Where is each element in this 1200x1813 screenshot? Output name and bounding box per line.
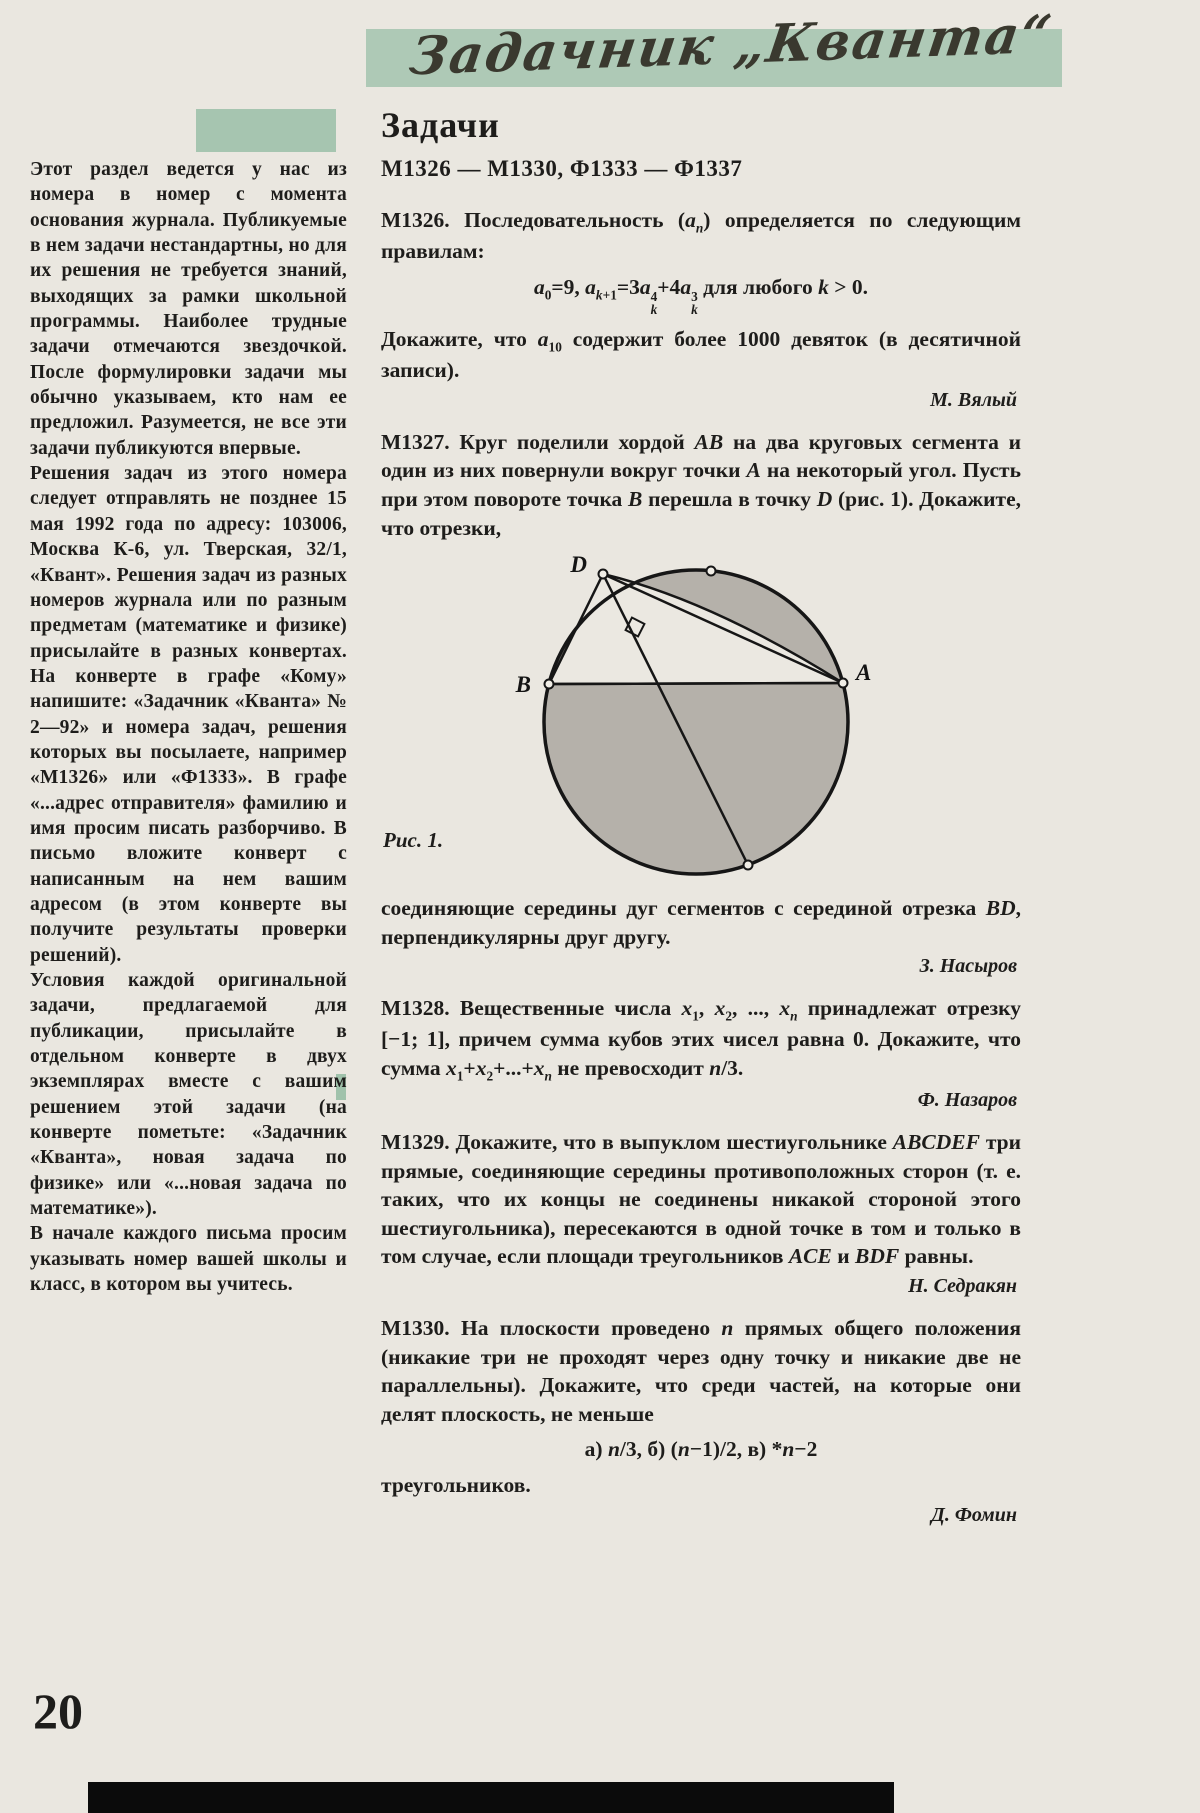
- problem-m1326-intro: М1326. Последовательность $(a_n)$ определяется по следующим правилам:: [381, 208, 1021, 264]
- arc-midpoint-top-dot: [707, 567, 716, 576]
- page-number: 20: [33, 1683, 83, 1739]
- problem-m1330-outro: треугольников.: [381, 1473, 531, 1498]
- figure-caption: Рис. 1.: [383, 828, 444, 853]
- problem-m1330-body: М1330. На плоскости проведено n прямых общего положения (никакие три не проходят через одну точку и никакие две не параллельны). Докажите, что среди частей, на которые они делят плоскость, не меньше: [381, 1316, 1022, 1426]
- problem-m1330-author: Д. Фомин: [931, 1503, 1017, 1526]
- problem-m1327-author: З. Насыров: [919, 955, 1017, 978]
- figure-1-drawing: [381, 546, 1021, 890]
- sidebar-paragraph-4: В начале каждого письма просим указывать номер вашей школы и класс, в котором вы учитесь.: [30, 1223, 347, 1296]
- section-banner: [366, 3, 1062, 88]
- problem-m1327-body: М1327. Круг поделили хордой AB на два круговых сегмента и один из них повернули вокруг точки A на некоторый угол. Пусть при этом повороте точка B перешла в точку D (рис. 1). Докажите, что отрезки,: [381, 429, 1021, 540]
- problem-m1326-outro: Докажите, что $a_{10}$ содержит более 1000 девяток (в десятичной записи).: [381, 327, 1021, 383]
- scan-edge-bar: [88, 1782, 894, 1813]
- point-A-label: A: [856, 660, 872, 686]
- problem-m1327-continuation: соединяющие середины дуг сегментов с серединой отрезка BD, перпендикулярны друг другу.: [381, 896, 1021, 949]
- problem-m1330-formula: а) n/3, б) (n−1)/2, в) *n−2: [584, 1437, 818, 1462]
- point-B-label: B: [515, 672, 531, 698]
- point-D-label: D: [570, 552, 587, 578]
- problem-m1329-body: М1329. Докажите, что в выпуклом шестиугольнике ABCDEF три прямые, соединяющие середины противоположных сторон (т. е. таких, что их концы не соединены никакой стороной этого шестиугольника), пересекаются в одной точке в том и только в том случае, если площади треугольников ACE и BDF равны.: [381, 1130, 1021, 1269]
- arc-midpoint-bottom-dot: [744, 861, 753, 870]
- problem-m1326-formula: $a_0=9$, $a_{k+1}=3a$ 4 k +4a 3 k для любого k > 0.: [533, 274, 869, 317]
- point-B-dot: [545, 680, 554, 689]
- point-D-dot: [599, 570, 608, 579]
- point-A-dot: [839, 679, 848, 688]
- sidebar-paragraph-1: Этот раздел ведется у нас из номера в номер с момента основания журнала. Публикуемые в нем задачи нестандартны, но для их решения не требуется знаний, выходящих за рамки школьной программы. Наиболее трудные задачи отмечаются звездочкой. После формулировки задачи мы обычно указываем, кто нам ее предложил. Разумеется, не все эти задачи публикуются впервые.: [30, 159, 347, 459]
- problem-m1329-author: Н. Седракян: [908, 1275, 1017, 1298]
- problems-range: М1326 — М1330, Ф1333 — Ф1337: [381, 156, 743, 181]
- problem-m1328-body: М1328. Вещественные числа $x_1$, $x_2$, ..., $x_n$ принадлежат отрезку [−1; 1], причем сумма кубов этих чисел равна 0. Докажите, что сумма $x_1+x_2+...+x_n$ не превосходит n/3.: [381, 996, 1022, 1084]
- editorial-sidebar: [30, 157, 347, 1297]
- problems-column: [381, 104, 1021, 1543]
- problem-m1328-author: Ф. Назаров: [917, 1089, 1017, 1112]
- section-banner-title: Задачник „Кванта“: [405, 3, 1057, 88]
- page-title: Задачи: [381, 105, 500, 145]
- sidebar-paragraph-3: Условия каждой оригинальной задачи, предлагаемой для публикации, присылайте в отдельном конверте в двух экземплярах вместе с вашим решением этой задачи (на конверте пометьте: «Задачник «Кванта», новая задача по физике» или «...новая задача по математике»).: [30, 970, 347, 1220]
- figure-1: [381, 546, 1021, 886]
- sidebar-paragraph-2: Решения задач из этого номера следует отправлять не позднее 15 мая 1992 года по адресу: 103006, Москва К-6, ул. Тверская, 32/1, «Квант». Решения задач из разных номеров журнала или по разным предметам (математике и физике) присылайте в разных конвертах. На конверте в графе «Кому» напишите: «Задачник «Кванта» № 2—92» и номера задач, решения которых вы посылаете, например «М1326» или «Ф1333». В графе «...адрес отправителя» фамилию и имя просим писать разборчиво. В письмо вложите конверт с написанным на нем вашим адресом (в этом конверте вы получите результаты проверки решений).: [30, 463, 347, 966]
- chord-BA: [549, 683, 843, 684]
- problem-m1326-author: М. Вялый: [930, 388, 1017, 411]
- green-decoration-block: [196, 109, 336, 152]
